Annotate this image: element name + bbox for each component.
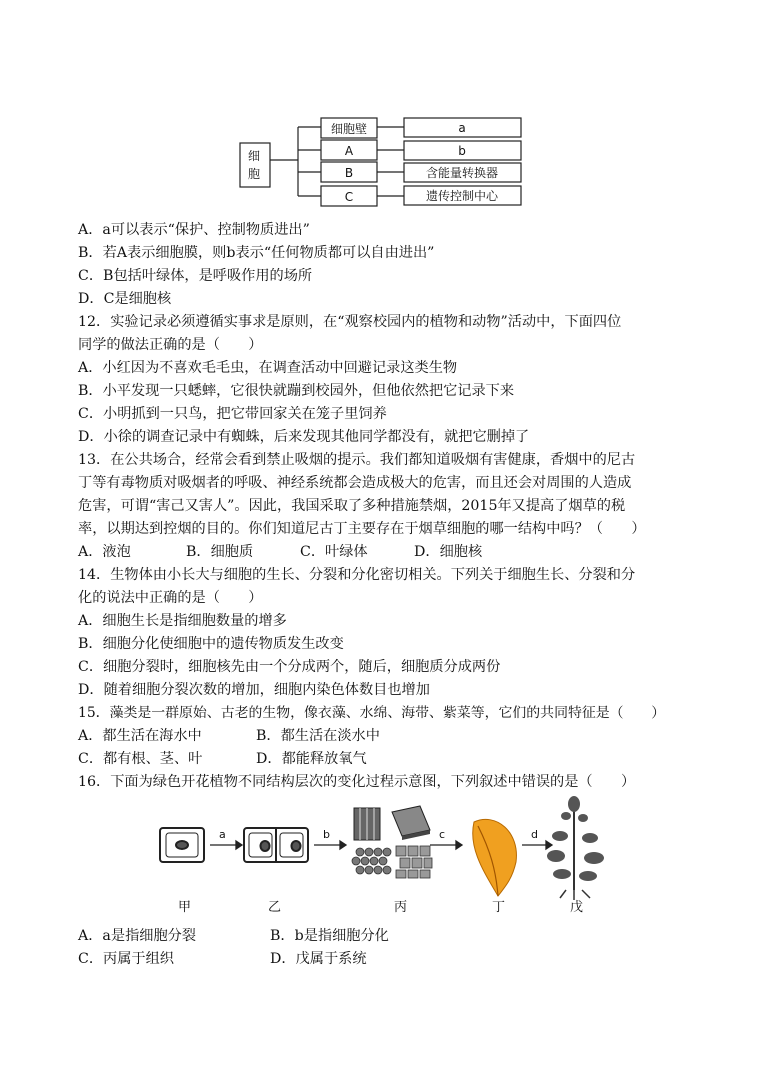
q13-option-d: D．细胞核 bbox=[414, 544, 483, 560]
q14-option-b: B．细胞分化使细胞中的遗传物质发生改变 bbox=[78, 636, 344, 652]
q11-option-b: B．若A表示细胞膜，则b表示“任何物质都可以自由进出” bbox=[78, 245, 435, 261]
q16-option-b: B．b是指细胞分化 bbox=[270, 928, 389, 944]
q11-option-d: D．C是细胞核 bbox=[78, 291, 172, 307]
stage-label-bing: 丙 bbox=[394, 900, 408, 915]
q15-option-c: C．都有根、茎、叶 bbox=[78, 751, 203, 767]
stage-label-jia: 甲 bbox=[178, 900, 192, 915]
root-label-1: 细 bbox=[248, 149, 261, 163]
q16-option-a: A．a是指细胞分裂 bbox=[78, 928, 197, 944]
q12-option-d: D．小徐的调查记录中有蜘蛛，后来发现其他同学都没有，就把它删掉了 bbox=[78, 429, 530, 445]
q12-option-b: B．小平发现一只蟋蟀，它很快就蹦到校园外，但他依然把它记录下来 bbox=[78, 383, 515, 399]
q13-stem-3: 危害，可谓“害己又害人”。因此，我国采取了多种措施禁烟，2015年又提高了烟草的税 bbox=[78, 498, 626, 514]
q12-stem-1: 12．实验记录必须遵循实事求是原则，在“观察校园内的植物和动物”活动中，下面四位 bbox=[78, 314, 622, 330]
q16-option-d: D．戊属于系统 bbox=[270, 951, 367, 967]
single-cell-illustration bbox=[160, 828, 204, 862]
arrow-label-c: c bbox=[439, 828, 446, 841]
q13-stem-4: 率，以期达到控烟的目的。你们知道尼古丁主要存在于烟草细胞的哪一结构中吗？（ ） bbox=[78, 521, 646, 537]
q16-stem: 16．下面为绿色开花植物不同结构层次的变化过程示意图，下列叙述中错误的是（ ） bbox=[78, 774, 636, 790]
q15-option-b: B．都生活在淡水中 bbox=[256, 728, 380, 744]
q13-stem-2: 丁等有毒物质对吸烟者的呼吸、神经系统都会造成极大的危害，而且还会对周围的人造成 bbox=[78, 475, 632, 491]
q13-option-a: A．液泡 bbox=[78, 544, 131, 560]
arrow-label-a: a bbox=[219, 828, 226, 841]
diagram-right-0: a bbox=[458, 121, 466, 135]
arrow-label-b: b bbox=[323, 828, 330, 841]
q12-option-a: A．小红因为不喜欢毛毛虫，在调查活动中回避记录这类生物 bbox=[78, 360, 458, 376]
leaf-illustration bbox=[473, 819, 517, 896]
q15-option-a: A．都生活在海水中 bbox=[78, 728, 202, 744]
diagram-left-2: B bbox=[344, 166, 354, 180]
diagram-right-3: 遗传控制中心 bbox=[425, 189, 499, 203]
diagram-right-1: b bbox=[458, 144, 466, 158]
q11-option-a: A．a可以表示“保护、控制物质进出” bbox=[78, 222, 310, 238]
cell-structure-diagram bbox=[0, 0, 760, 220]
stage-label-wu: 戊 bbox=[570, 900, 584, 915]
stage-label-yi: 乙 bbox=[268, 900, 282, 915]
q15-option-d: D．都能释放氧气 bbox=[256, 751, 367, 767]
q14-option-d: D．随着细胞分裂次数的增加，细胞内染色体数目也增加 bbox=[78, 682, 430, 698]
q14-option-c: C．细胞分裂时，细胞核先由一个分成两个，随后，细胞质分成两份 bbox=[78, 659, 501, 675]
flowering-plant-illustration bbox=[547, 796, 604, 900]
q16-option-c: C．丙属于组织 bbox=[78, 951, 174, 967]
q12-stem-2: 同学的做法正确的是（ ） bbox=[78, 337, 263, 353]
diagram-left-3: C bbox=[344, 190, 354, 204]
q15-stem: 15．藻类是一群原始、古老的生物，像衣藻、水绵、海带、紫菜等，它们的共同特征是（ ） bbox=[78, 705, 666, 721]
root-label-2: 胞 bbox=[248, 167, 261, 181]
q13-option-c: C．叶绿体 bbox=[300, 544, 368, 560]
diagram-left-0: 细胞壁 bbox=[330, 122, 368, 136]
q14-option-a: A．细胞生长是指细胞数量的增多 bbox=[78, 613, 287, 629]
dividing-cells-illustration bbox=[244, 828, 308, 862]
q13-option-b: B．细胞质 bbox=[186, 544, 254, 560]
q12-option-c: C．小明抓到一只鸟，把它带回家关在笼子里饲养 bbox=[78, 406, 387, 422]
tissues-illustration bbox=[352, 806, 432, 878]
q14-stem-1: 14．生物体由小长大与细胞的生长、分裂和分化密切相关。下列关于细胞生长、分裂和分 bbox=[78, 567, 636, 583]
stage-label-ding: 丁 bbox=[492, 900, 506, 915]
diagram-left-1: A bbox=[344, 144, 354, 158]
arrow-label-d: d bbox=[531, 828, 538, 841]
q13-stem-1: 13．在公共场合，经常会看到禁止吸烟的提示。我们都知道吸烟有害健康，香烟中的尼古 bbox=[78, 452, 636, 468]
diagram-right-2: 含能量转换器 bbox=[425, 166, 499, 180]
q14-stem-2: 化的说法中正确的是（ ） bbox=[78, 590, 263, 606]
q11-option-c: C．B包括叶绿体，是呼吸作用的场所 bbox=[78, 268, 313, 284]
